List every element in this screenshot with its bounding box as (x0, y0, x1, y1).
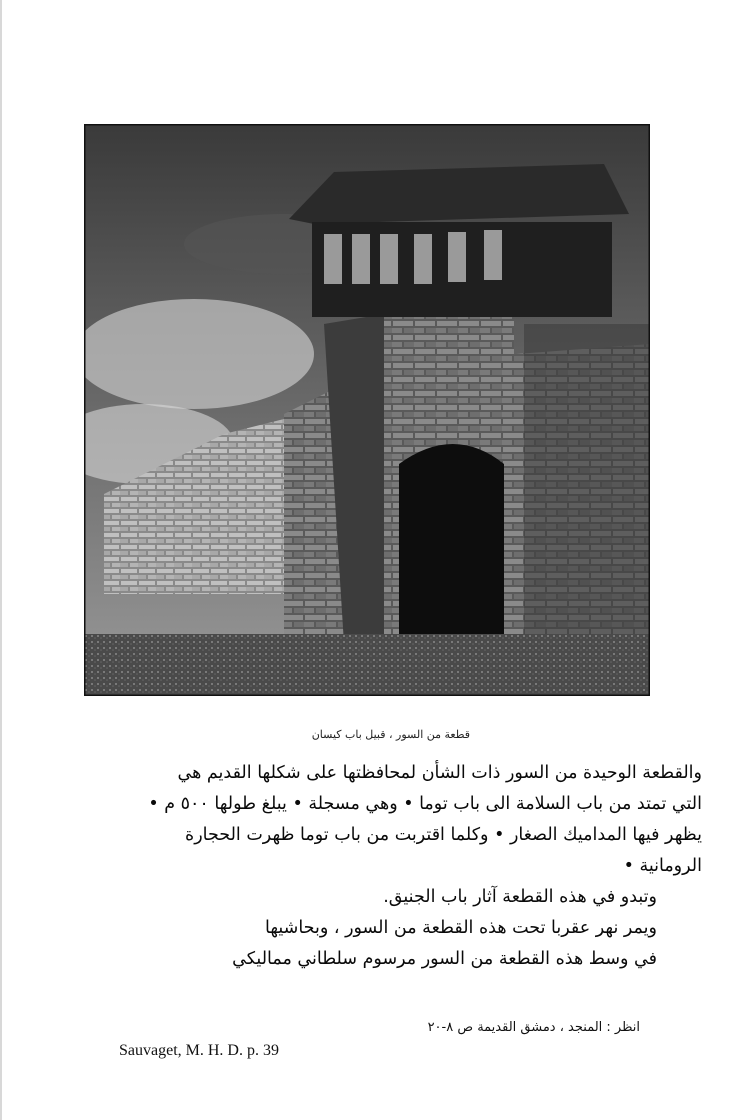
reference-note: انظر : المنجد ، دمشق القديمة ص ٨-٢٠ (427, 1020, 640, 1035)
photo-caption: قطعة من السور ، قبيل باب كيسان (311, 728, 470, 741)
page-edge (0, 0, 2, 1120)
body-text (92, 758, 702, 975)
wall-tower-photo (84, 124, 650, 696)
citation: Sauvaget, M. H. D. p. 39 (119, 1042, 279, 1059)
paragraph-line: في وسط هذه القطعة من السور مرسوم سلطاني مماليكي (232, 949, 657, 969)
paragraph-line: الرومانية • (623, 856, 702, 876)
paragraph-line: والقطعة الوحيدة من السور ذات الشأن لمحافظتها على شكلها القديم هي (177, 763, 702, 783)
paragraph-line: ويمر نهر عقربا تحت هذه القطعة من السور ، وبحاشيها (265, 918, 657, 938)
paragraph-line: وتبدو في هذه القطعة آثار باب الجنيق. (383, 887, 657, 907)
city-wall-tower-photo-icon (84, 124, 650, 696)
paragraph-line: يظهر فيها المداميك الصغار • وكلما اقتربت من باب توما ظهرت الحجارة (185, 825, 702, 845)
paragraph-line: التي تمتد من باب السلامة الى باب توما • وهي مسجلة • يبلغ طولها ٥٠٠ م • (148, 794, 702, 814)
